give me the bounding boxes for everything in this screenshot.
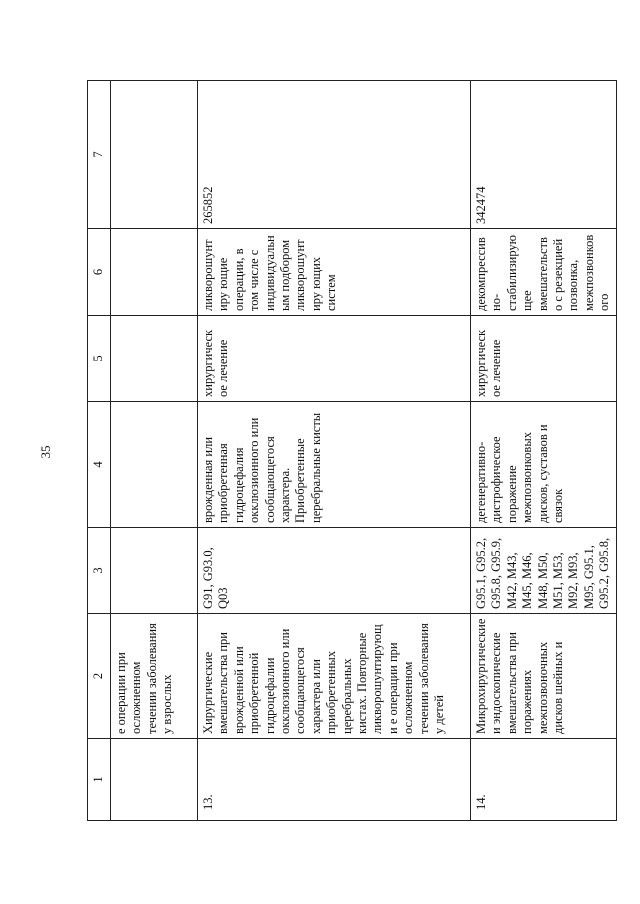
header-cell: 6 (88, 229, 111, 316)
row-number: 13. (198, 739, 471, 821)
table-header-row (88, 81, 111, 821)
row-method (111, 229, 198, 316)
header-cell: 3 (88, 528, 111, 614)
row-number: 14. (471, 739, 617, 821)
row-codes (111, 528, 198, 614)
header-cell: 1 (88, 739, 111, 821)
header-cell: 7 (88, 81, 111, 229)
row-name: Хирургические вмешательства при врожденной или приобретенной гидроцефалии окклюзионного или сообщающегося характера или приобретенных церебральных кистах. Повторные ликворошунтирующи е операции при осложненном течении заболевания у детей (198, 614, 471, 739)
table-row (471, 81, 617, 821)
row-cost: 265852 (198, 81, 471, 229)
row-model: дегенеративно-дистрофическое поражение межпозвонковых дисков, суставов и связок (471, 402, 617, 528)
row-codes: G95.1, G95.2, G95.8, G95.9, M42, M43, M45, M46, M48, M50, M51, M53, M92, M93, M95, G95.1, G95.2, G95.8, (471, 528, 617, 614)
header-cell: 2 (88, 614, 111, 739)
page-number: 35 (38, 445, 53, 459)
row-treatment: хирургическ ое лечение (198, 316, 471, 402)
row-model (111, 402, 198, 528)
row-name: Микрохирургические и эндоскопические вмешательства при поражениях межпозвоночных дисков шейных и (471, 614, 617, 739)
table-row (111, 81, 198, 821)
header-cell: 4 (88, 402, 111, 528)
row-codes: G91, G93.0, Q03 (198, 528, 471, 614)
row-number (111, 739, 198, 821)
medical-care-table (87, 80, 617, 821)
row-method: ликворошунтиру ющие операции, в том числе с индивидуальным подбором ликворошунтиру ющих систем (198, 229, 471, 316)
row-model: врожденная или приобретенная гидроцефалия окклюзионного или сообщающегося характера. Приобретенные церебральные кисты (198, 402, 471, 528)
rotated-table-container (87, 81, 612, 821)
row-cost (111, 81, 198, 229)
row-treatment: хирургическ ое лечение (471, 316, 617, 402)
header-cell: 5 (88, 316, 111, 402)
row-name: е операции при осложненном течении заболевания у взрослых (111, 614, 198, 739)
row-method: декомпрессивно-стабилизирующее вмешательство с резекцией позвонка, межпозвонкового (471, 229, 617, 316)
table-row (198, 81, 471, 821)
row-treatment (111, 316, 198, 402)
row-cost: 342474 (471, 81, 617, 229)
